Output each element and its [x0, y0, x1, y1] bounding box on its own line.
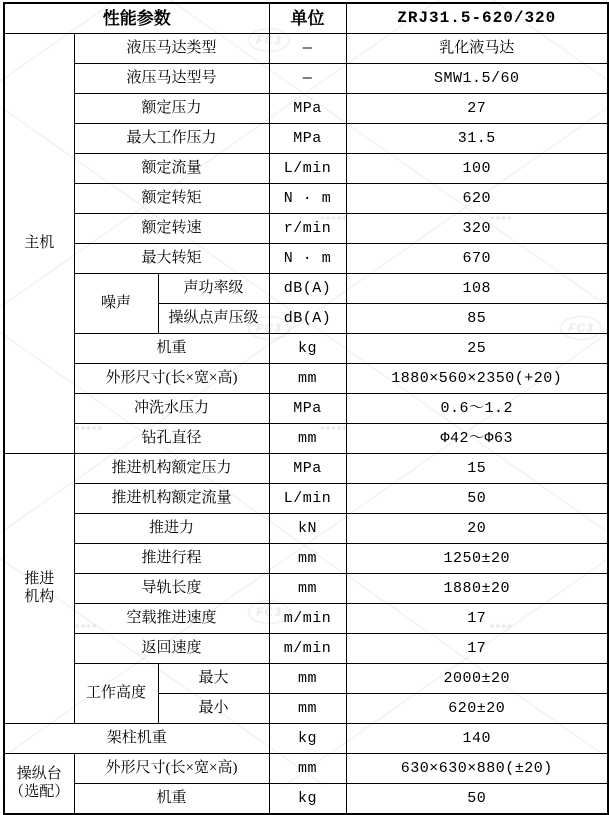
value-cell: 85 — [346, 304, 608, 334]
table-row — [4, 274, 608, 304]
table-row — [4, 484, 608, 514]
param-cell: 冲洗水压力 — [74, 394, 269, 424]
param-cell: 最大转矩 — [74, 244, 269, 274]
header-row — [4, 3, 608, 34]
table-row — [4, 364, 608, 394]
unit-cell: mm — [269, 574, 346, 604]
value-cell: 320 — [346, 214, 608, 244]
table-row — [4, 94, 608, 124]
value-cell: 27 — [346, 94, 608, 124]
param-cell: 架柱机重 — [4, 724, 269, 754]
value-cell: 1880±20 — [346, 574, 608, 604]
table-row — [4, 634, 608, 664]
watermark-text: ▪▪▪▪▪ — [320, 210, 349, 225]
header-param-title: 性能参数 — [4, 3, 269, 34]
unit-cell: r/min — [269, 214, 346, 244]
header-unit-title: 单位 — [269, 3, 346, 34]
param-cell: 额定压力 — [74, 94, 269, 124]
value-cell: 1880×560×2350(+20) — [346, 364, 608, 394]
value-cell: Φ42～Φ63 — [346, 424, 608, 454]
param-cell: 液压马达类型 — [74, 34, 269, 64]
watermark-logo: FC3 — [248, 316, 290, 340]
watermark-text: ▪▪▪▪▪ — [320, 420, 349, 435]
unit-cell: kN — [269, 514, 346, 544]
watermark-text: ▪▪▪▪ — [490, 618, 513, 633]
param-cell: 推进力 — [74, 514, 269, 544]
table-row — [4, 664, 608, 694]
param-cell: 最大 — [158, 664, 269, 694]
unit-cell: MPa — [269, 454, 346, 484]
unit-cell: mm — [269, 694, 346, 724]
param-cell: 最小 — [158, 694, 269, 724]
group-feed-line1: 推进 — [24, 571, 55, 588]
param-cell: 额定转速 — [74, 214, 269, 244]
table-row — [4, 424, 608, 454]
param-cell: 机重 — [74, 334, 269, 364]
unit-cell: mm — [269, 364, 346, 394]
value-cell: 17 — [346, 604, 608, 634]
param-cell: 最大工作压力 — [74, 124, 269, 154]
value-cell: 乳化液马达 — [346, 34, 608, 64]
header-model: ZRJ31.5-620/320 — [346, 3, 608, 34]
unit-cell: mm — [269, 664, 346, 694]
unit-cell: m/min — [269, 634, 346, 664]
unit-cell: kg — [269, 334, 346, 364]
table-row — [4, 244, 608, 274]
param-cell: 推进机构额定流量 — [74, 484, 269, 514]
value-cell: 15 — [346, 454, 608, 484]
group-cell-main: 主机 — [4, 34, 74, 454]
value-cell: 108 — [346, 274, 608, 304]
table-row — [4, 604, 608, 634]
param-cell: 声功率级 — [158, 274, 269, 304]
table-row — [4, 214, 608, 244]
unit-cell: N · m — [269, 244, 346, 274]
unit-cell: MPa — [269, 94, 346, 124]
value-cell: SMW1.5/60 — [346, 64, 608, 94]
value-cell: 1250±20 — [346, 544, 608, 574]
value-cell: 630×630×880(±20) — [346, 754, 608, 784]
unit-cell: dB(A) — [269, 274, 346, 304]
value-cell: 620±20 — [346, 694, 608, 724]
param-cell: 额定转矩 — [74, 184, 269, 214]
unit-cell: dB(A) — [269, 304, 346, 334]
value-cell: 17 — [346, 634, 608, 664]
table-row — [4, 454, 608, 484]
table-row — [4, 34, 608, 64]
table-row — [4, 784, 608, 815]
param-cell: 推进机构额定压力 — [74, 454, 269, 484]
spec-table — [3, 2, 609, 815]
group-cell-console — [4, 754, 74, 815]
table-row — [4, 124, 608, 154]
table-row — [4, 544, 608, 574]
table-row — [4, 184, 608, 214]
param-cell: 操纵点声压级 — [158, 304, 269, 334]
value-cell: 31.5 — [346, 124, 608, 154]
value-cell: 50 — [346, 784, 608, 815]
table-row — [4, 754, 608, 784]
sub-group-cell-noise: 噪声 — [74, 274, 158, 334]
param-cell: 机重 — [74, 784, 269, 815]
value-cell: 20 — [346, 514, 608, 544]
table-row — [4, 64, 608, 94]
param-cell: 外形尺寸(长×宽×高) — [74, 754, 269, 784]
param-cell: 推进行程 — [74, 544, 269, 574]
unit-cell: L/min — [269, 154, 346, 184]
param-cell: 空载推进速度 — [74, 604, 269, 634]
table-row — [4, 514, 608, 544]
param-cell: 额定流量 — [74, 154, 269, 184]
unit-cell: MPa — [269, 394, 346, 424]
param-cell: 导轨长度 — [74, 574, 269, 604]
group-feed-line2: 机构 — [24, 588, 55, 605]
table-row — [4, 154, 608, 184]
unit-cell: mm — [269, 424, 346, 454]
unit-cell: — — [269, 64, 346, 94]
watermark-text: ▪▪▪▪ — [490, 210, 513, 225]
table-row — [4, 394, 608, 424]
value-cell: 2000±20 — [346, 664, 608, 694]
unit-cell: mm — [269, 754, 346, 784]
value-cell: 0.6～1.2 — [346, 394, 608, 424]
watermark-logo: FC3 — [248, 28, 290, 52]
param-cell: 液压马达型号 — [74, 64, 269, 94]
unit-cell: mm — [269, 544, 346, 574]
unit-cell: N · m — [269, 184, 346, 214]
param-cell: 钻孔直径 — [74, 424, 269, 454]
group-cell-feed — [4, 454, 74, 724]
unit-cell: L/min — [269, 484, 346, 514]
unit-cell: MPa — [269, 124, 346, 154]
value-cell: 670 — [346, 244, 608, 274]
unit-cell: kg — [269, 784, 346, 815]
table-row — [4, 724, 608, 754]
unit-cell: m/min — [269, 604, 346, 634]
value-cell: 620 — [346, 184, 608, 214]
value-cell: 100 — [346, 154, 608, 184]
watermark-logo: FC3 — [248, 600, 290, 624]
value-cell: 140 — [346, 724, 608, 754]
watermark-text: ▪▪▪▪▪ — [75, 420, 104, 435]
param-cell: 外形尺寸(长×宽×高) — [74, 364, 269, 394]
group-console-line2: （选配） — [9, 783, 70, 800]
table-row — [4, 334, 608, 364]
group-console-line1: 操纵台 — [16, 766, 62, 783]
watermark-logo: FC3 — [560, 316, 602, 340]
watermark-text: ▪▪▪▪ — [75, 618, 98, 633]
sub-group-cell-work-height: 工作高度 — [74, 664, 158, 724]
unit-cell: kg — [269, 724, 346, 754]
unit-cell: — — [269, 34, 346, 64]
value-cell: 25 — [346, 334, 608, 364]
param-cell: 返回速度 — [74, 634, 269, 664]
value-cell: 50 — [346, 484, 608, 514]
table-row — [4, 574, 608, 604]
